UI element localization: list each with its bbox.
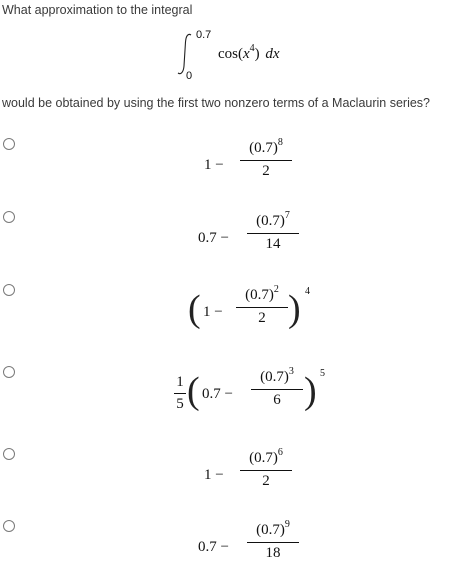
question-text-line1: What approximation to the integral: [2, 3, 193, 17]
option-3-fraction: [236, 284, 288, 327]
option-4-denominator: 6: [273, 392, 281, 408]
radio-option-4[interactable]: [3, 366, 15, 378]
option-3-fraction-bar: [236, 307, 288, 308]
integral-upper-limit: 0.7: [196, 29, 212, 41]
radio-option-3[interactable]: [3, 284, 15, 296]
answer-option-5[interactable]: [0, 444, 464, 494]
option-5-lead: 1 −: [204, 467, 224, 483]
integral-lower-limit: 0: [186, 70, 193, 82]
integrand-variable: x: [243, 46, 250, 62]
option-5-denominator: 2: [262, 473, 270, 489]
option-4-fraction-bar: [251, 389, 303, 390]
question-text-line2: would be obtained by using the first two nonzero terms of a Maclaurin series?: [2, 96, 431, 110]
option-2-fraction-bar: [247, 233, 299, 234]
radio-option-6[interactable]: [3, 520, 15, 532]
answer-option-1[interactable]: [0, 134, 464, 184]
option-6-numerator: $(0.7)^9$: [256, 519, 290, 538]
option-2-lead: 0.7 −: [198, 230, 229, 246]
option-4-numerator: $(0.7)^3$: [260, 366, 294, 385]
option-5-numerator: $(0.7)^6$: [249, 447, 283, 466]
radio-option-5[interactable]: [3, 448, 15, 460]
option-6-fraction: [247, 519, 299, 562]
option-4-right-paren: ): [304, 370, 317, 412]
option-3-numerator: $(0.7)^2$: [245, 284, 279, 303]
option-5-fraction: [240, 447, 292, 490]
option-3-left-paren: (: [188, 288, 201, 330]
option-2-fraction: [247, 210, 299, 253]
option-1-denominator: 2: [262, 163, 270, 179]
integrand-differential: dx: [265, 46, 280, 62]
option-3-denominator: 2: [258, 310, 266, 326]
option-4-coefficient-bar: [174, 393, 186, 394]
option-4-coefficient-numerator: 1: [176, 374, 184, 390]
integrand: $\cos(x^4)$ dx: [218, 43, 280, 62]
option-3-right-paren: ): [288, 288, 301, 330]
answer-option-3[interactable]: [0, 280, 464, 340]
answer-option-2[interactable]: [0, 207, 464, 257]
option-6-fraction-bar: [247, 542, 299, 543]
option-4-left-paren: (: [187, 370, 200, 412]
option-4-coefficient: [174, 374, 186, 413]
integrand-exponent: 4: [249, 43, 255, 54]
option-3-outer-exponent: 4: [305, 286, 310, 297]
option-2-numerator: $(0.7)^7$: [256, 210, 290, 229]
option-4-fraction: [251, 366, 303, 409]
option-4-outer-exponent: 5: [320, 368, 325, 379]
option-6-denominator: 18: [265, 545, 281, 561]
option-1-fraction: [240, 137, 292, 180]
option-4-coefficient-denominator: 5: [176, 396, 184, 412]
option-4-lead: 0.7 −: [202, 386, 233, 402]
option-3-lead: 1 −: [203, 304, 223, 320]
answer-option-6[interactable]: [0, 516, 464, 576]
option-5-fraction-bar: [240, 470, 292, 471]
option-1-lead: 1 −: [204, 157, 224, 173]
integrand-function: cos: [218, 46, 238, 62]
answer-option-4[interactable]: [0, 362, 464, 422]
option-1-fraction-bar: [240, 160, 292, 161]
option-1-numerator: $(0.7)^8$: [249, 137, 283, 156]
option-6-lead: 0.7 −: [198, 539, 229, 555]
radio-option-1[interactable]: [3, 138, 15, 150]
radio-option-2[interactable]: [3, 211, 15, 223]
option-2-denominator: 14: [265, 236, 281, 252]
